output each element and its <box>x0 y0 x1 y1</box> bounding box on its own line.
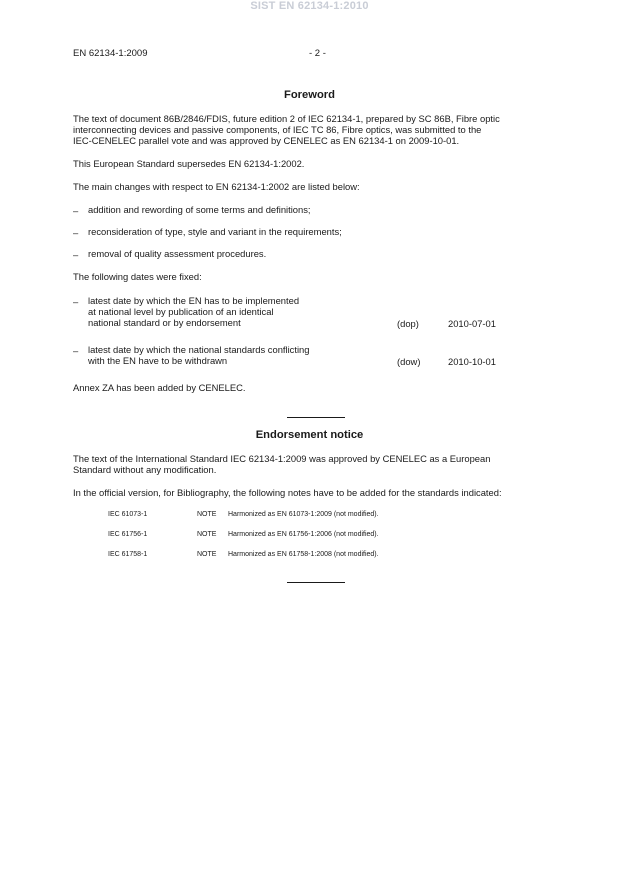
list-dash: – <box>73 205 79 216</box>
header-doc-id: EN 62134-1:2009 <box>73 48 148 59</box>
foreword-para1-line1: The text of document 86B/2846/FDIS, future edition 2 of IEC 62134-1, prepared by SC 86B, Fibre optic <box>73 113 500 124</box>
date-item-line: with the EN have to be withdrawn <box>88 355 228 366</box>
section-divider <box>287 582 345 583</box>
watermark: SIST EN 62134-1:2010 <box>250 0 369 12</box>
date-item-line: national standard or by endorsement <box>88 317 241 328</box>
endorsement-para2: In the official version, for Bibliography, the following notes have to be added for the standards indicated: <box>73 487 502 498</box>
date-item-line: latest date by which the national standards conflicting <box>88 344 310 355</box>
endorsement-para1-line2: Standard without any modification. <box>73 464 217 475</box>
note-label: NOTE <box>197 511 217 518</box>
foreword-dates-intro: The following dates were fixed: <box>73 271 202 282</box>
note-text: Harmonized as EN 61758-1:2008 (not modified). <box>228 551 379 558</box>
date-code-dop: (dop) <box>397 318 419 329</box>
header-page-number: - 2 - <box>309 48 326 59</box>
foreword-title: Foreword <box>284 89 335 101</box>
foreword-changes-intro: The main changes with respect to EN 62134-1:2002 are listed below: <box>73 181 360 192</box>
change-item: removal of quality assessment procedures. <box>88 248 267 259</box>
list-dash: – <box>73 345 79 356</box>
note-text: Harmonized as EN 61756-1:2006 (not modified). <box>228 531 379 538</box>
date-item-line: latest date by which the EN has to be implemented <box>88 295 300 306</box>
endorsement-para1-line1: The text of the International Standard IEC 62134-1:2009 was approved by CENELEC as a European <box>73 453 491 464</box>
date-code-dow: (dow) <box>397 356 421 367</box>
section-divider <box>287 417 345 418</box>
endorsement-title: Endorsement notice <box>255 429 364 441</box>
note-standard: IEC 61756-1 <box>108 531 148 538</box>
list-dash: – <box>73 296 79 307</box>
foreword-para1-line3: IEC-CENELEC parallel vote and was approved by CENELEC as EN 62134-1 on 2009-10-01. <box>73 135 460 146</box>
change-item: reconsideration of type, style and variant in the requirements; <box>88 226 342 237</box>
note-label: NOTE <box>197 531 217 538</box>
note-standard: IEC 61758-1 <box>108 551 148 558</box>
change-item: addition and rewording of some terms and definitions; <box>88 204 311 215</box>
note-text: Harmonized as EN 61073-1:2009 (not modified). <box>228 511 379 518</box>
date-value-dop: 2010-07-01 <box>448 318 496 329</box>
date-value-dow: 2010-10-01 <box>448 356 496 367</box>
list-dash: – <box>73 227 79 238</box>
foreword-supersedes: This European Standard supersedes EN 62134-1:2002. <box>73 158 305 169</box>
foreword-annex: Annex ZA has been added by CENELEC. <box>73 382 246 393</box>
note-label: NOTE <box>197 551 217 558</box>
note-standard: IEC 61073-1 <box>108 511 148 518</box>
date-item-line: at national level by publication of an identical <box>88 306 274 317</box>
foreword-para1-line2: interconnecting devices and passive components, of IEC TC 86, Fibre optics, was submitted to the <box>73 124 482 135</box>
list-dash: – <box>73 249 79 260</box>
